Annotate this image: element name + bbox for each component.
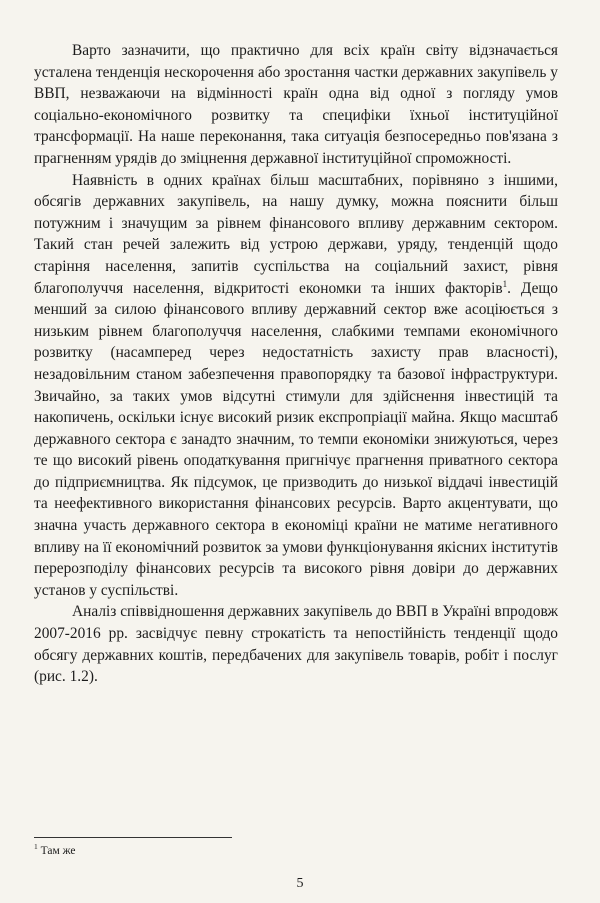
footnote-text: Там же — [37, 845, 76, 857]
paragraph-1: Варто зазначити, що практично для всіх країн світу відзначається усталена тенденція нескорочення або зростання частки державних закупівель у ВВП, незважаючи на відмінності країн одна від одної з погляду умов соціально-економічного розвитку та специфіки їхньої інституційної трансформації. На наше переконання, така ситуація безпосередньо пов'язана з прагненням урядів до зміцнення державної інституційної спроможності. — [34, 42, 558, 167]
paragraph-3: Аналіз співвідношення державних закупівель до ВВП в Україні впродовж 2007-2016 рр. засвідчує певну строкатість та непостійність тенденції щодо обсягу державних коштів, передбачених для закупівель товарів, робіт і послуг (рис. 1.2). — [34, 603, 558, 686]
footnote-reference[interactable]: 1 — [502, 278, 508, 289]
body-text — [34, 40, 558, 688]
footnote — [34, 844, 76, 858]
footnote-marker: 1 — [34, 842, 38, 852]
page-number: 5 — [296, 876, 304, 891]
paragraph-2-part-1: Наявність в одних країнах більш масштабних, порівняно з іншими, обсягів державних закупівель, на нашу думку, можна пояснити більш потужним і значущим за рівнем фінансового впливу державним сектором. Такий стан речей залежить від устрою держави, уряду, тенденцій щодо старіння населення, запитів суспільства на соціальний захист, рівня благополуччя населення, відкритості економки та інших факторів — [34, 171, 558, 297]
paragraph-2 — [34, 170, 558, 602]
paragraph-2-part-2: . Дещо менший за силою фінансового впливу державний сектор вже асоціюється з низьким рівнем благополуччя населення, слабкими темпами економічного розвитку (насамперед через недостатність захисту прав власності), незадовільним станом забезпечення правопорядку та базової інфраструктури. Звичайно, за таких умов відсутні стимули для здійснення інвестицій та накопичень, оскільки існує високий ризик експропріації майна. Якщо масштаб державного сектора є занадто значним, то темпи економіки знижуються, через те що високий рівень оподаткування пригнічує прагнення приватного сектора до підприємництва. Як підсумок, це призводить до низької віддачі інвестицій та неефективного використання фінансових ресурсів. Варто акцентувати, що значна участь державного сектора в економіці країни не матиме негативного впливу на її економічний розвиток за умови функціонування якісних інститутів перерозподілу фінансових ресурсів та високого рівня довіри до державних установ у суспільстві. — [34, 279, 558, 599]
footnote-separator — [34, 837, 232, 838]
